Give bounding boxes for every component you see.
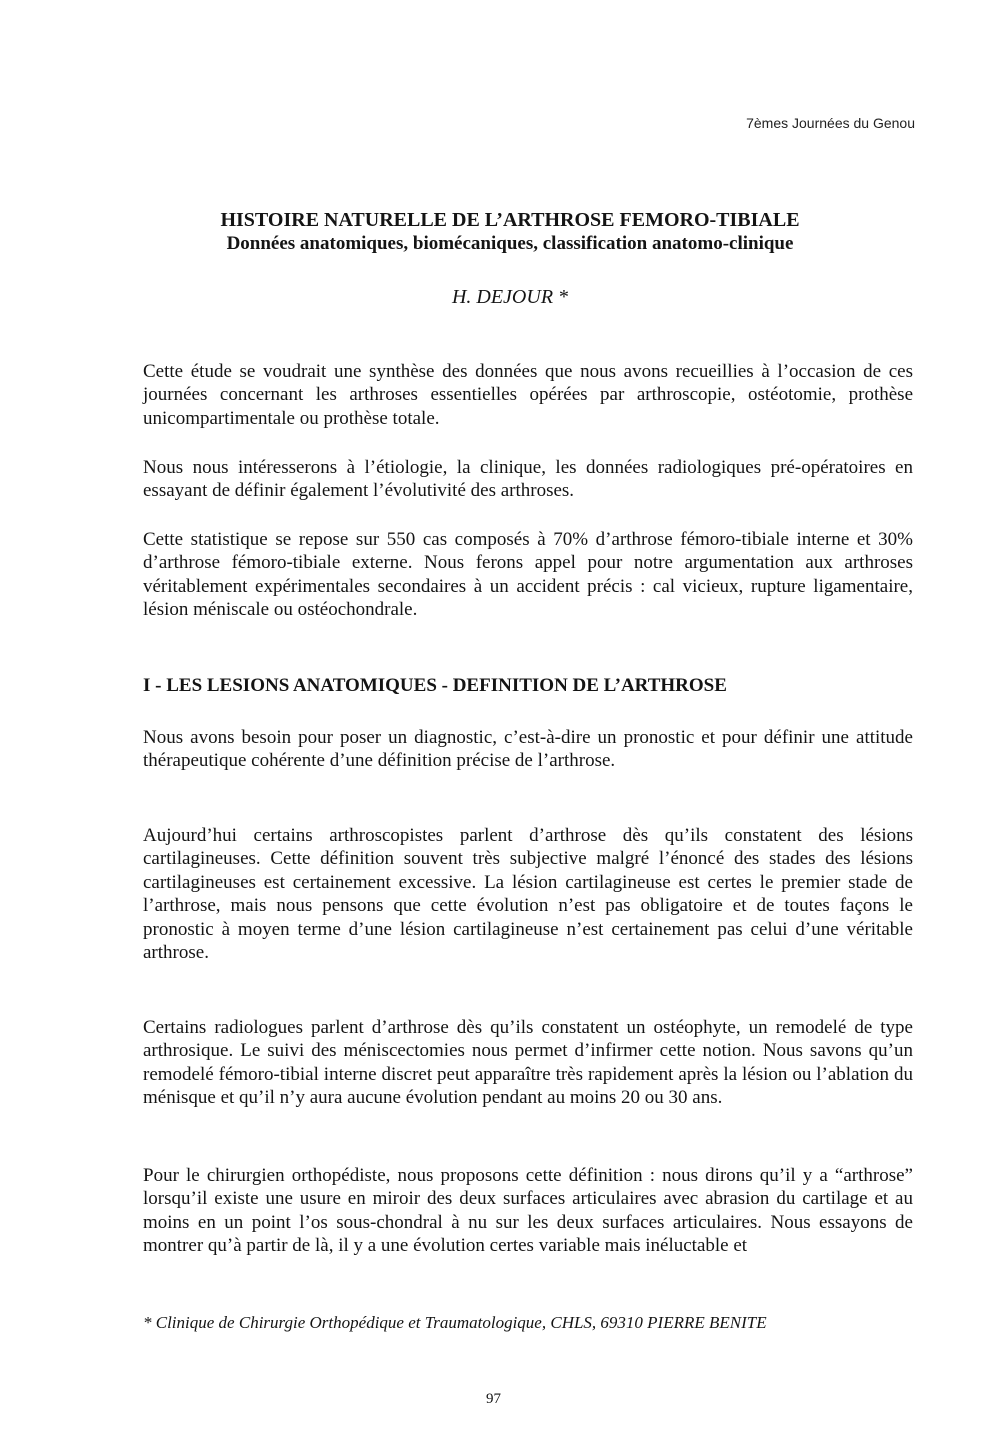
intro-paragraph-1: Cette étude se voudrait une synthèse des données que nous avons recueillies à l’occasion de ces journées concernant les arthroses essentielles opérées par arthroscopie, ostéotomie, prothèse unicompartimentale ou prothèse totale. — [143, 361, 913, 429]
intro-paragraph-2: Nous nous intéresserons à l’étiologie, la clinique, les données radiologiques pré-opératoires en essayant de définir également l’évolutivité des arthroses. — [143, 457, 913, 502]
section-paragraph-3: Certains radiologues parlent d’arthrose dès qu’ils constatent un ostéophyte, un remodelé de type arthrosique. Le suivi des méniscectomies nous permet d’infirmer cette notion. Nous savons qu’un remodelé fémoro-tibial interne discret peut apparaître très rapidement après la lésion ou l’ablation du ménisque et qu’il n’y aura aucune évolution pendant au moins 20 ou 30 ans. — [143, 1017, 913, 1109]
section-paragraph-4: Pour le chirurgien orthopédiste, nous proposons cette définition : nous dirons qu’il y a “arthrose” lorsqu’il existe une usure en miroir des deux surfaces articulaires avec abrasion du cartilage et au moins en un point l’os sous-chondral à nu sur les deux surfaces articulaires. Nous essayons de montrer qu’à partir de là, il y a une évolution certes variable mais inéluctable et — [143, 1165, 913, 1257]
article-title: HISTOIRE NATURELLE DE L’ARTHROSE FEMORO-TIBIALE — [220, 209, 800, 231]
running-header: 7èmes Journées du Genou — [746, 115, 915, 131]
article-subtitle: Données anatomiques, biomécaniques, classification anatomo-clinique — [226, 233, 794, 254]
intro-paragraph-3: Cette statistique se repose sur 550 cas composés à 70% d’arthrose fémoro-tibiale interne et 30% d’arthrose fémoro-tibiale externe. Nous ferons appel pour notre argumentation aux arthroses véritablement expérimentales secondaires à un accident précis : cal vicieux, rupture ligamentaire, lésion méniscale ou ostéochondrale. — [143, 529, 913, 621]
section-heading: I - LES LESIONS ANATOMIQUES - DEFINITION DE L’ARTHROSE — [143, 675, 727, 696]
title-block — [90, 208, 930, 256]
author-affiliation-footnote: * Clinique de Chirurgie Orthopédique et Traumatologique, CHLS, 69310 PIERRE BENITE — [143, 1313, 767, 1332]
page-number: 97 — [486, 1391, 501, 1407]
section-paragraph-2: Aujourd’hui certains arthroscopistes parlent d’arthrose dès qu’ils constatent des lésions cartilagineuses. Cette définition souvent très subjective malgré l’énoncé des stades des lésions cartilagineuses est certainement excessive. La lésion cartilagineuse est certes le premier stade de l’arthrose, mais nous pensons que cette évolution n’est pas obligatoire et de toutes façons le pronostic à moyen terme d’une lésion cartilagineuse n’est certainement pas celui d’une véritable arthrose. — [143, 825, 913, 964]
section-paragraph-1: Nous avons besoin pour poser un diagnostic, c’est-à-dire un pronostic et pour définir une attitude thérapeutique cohérente d’une définition précise de l’arthrose. — [143, 727, 913, 772]
author-name: H. DEJOUR * — [451, 286, 569, 308]
